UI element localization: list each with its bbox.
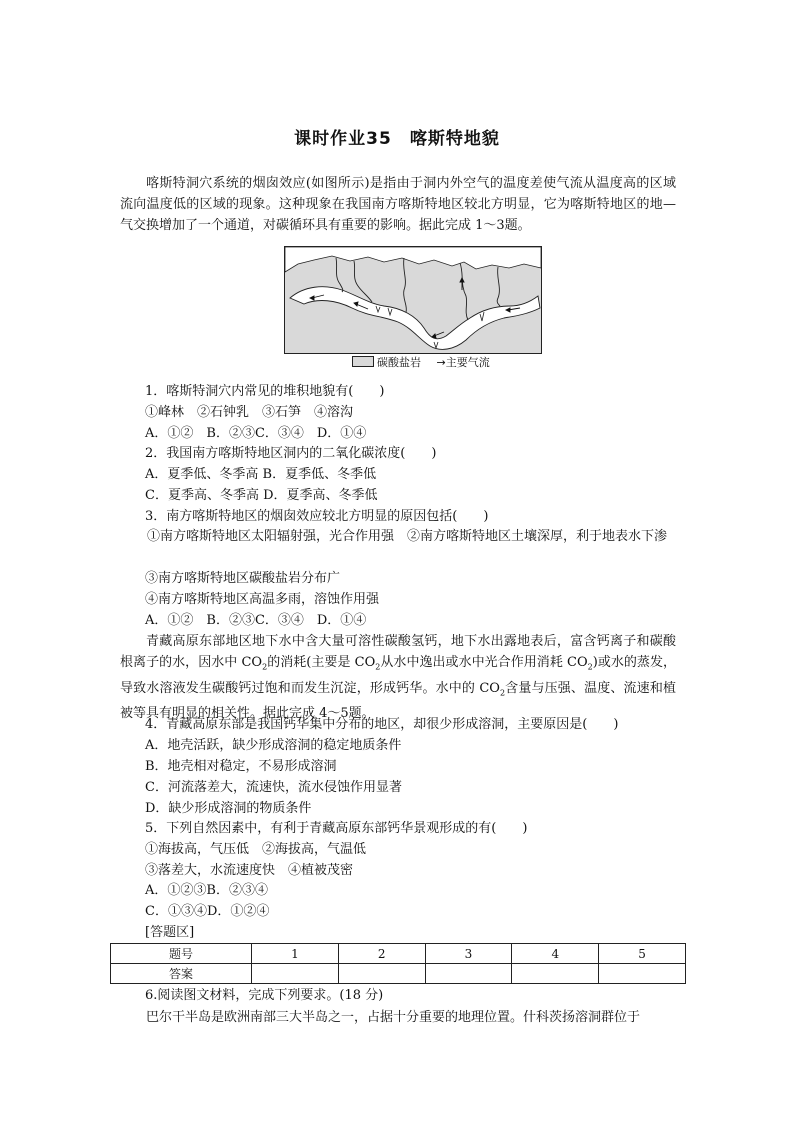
question-5-options-ab: A．①②③B．②③④ xyxy=(145,883,268,898)
question-4-option-d: D．缺少形成溶洞的物质条件 xyxy=(145,801,312,816)
question-3-stem: 3．南方喀斯特地区的烟囱效应较北方明显的原因包括( ) xyxy=(145,509,489,524)
answer-cell[interactable] xyxy=(338,964,425,984)
question-4-stem: 4．青藏高原东部是我国钙华集中分布的地区，却很少形成溶洞，主要原因是( ) xyxy=(145,717,619,732)
answer-cell[interactable] xyxy=(599,964,686,984)
legend-flow-label: 主要气流 xyxy=(445,356,490,369)
question-number-cell: 2 xyxy=(338,944,425,964)
question-1-items: ①峰林 ②石钟乳 ③石笋 ④溶沟 xyxy=(145,405,354,420)
answer-cell[interactable] xyxy=(252,964,339,984)
passage-4-5-part-3: 从水中逸出或水中光合作用消耗 CO xyxy=(380,655,588,670)
question-5-items-3-4: ③落差大，水流速度快 ④植被茂密 xyxy=(145,863,354,878)
passage-4-5 xyxy=(120,631,676,724)
question-5-options-cd: C．①③④D．①②④ xyxy=(145,904,270,919)
question-4-option-a: A．地壳活跃，缺少形成溶洞的稳定地质条件 xyxy=(145,738,402,753)
answer-table xyxy=(110,943,686,984)
question-3-options: A．①② B．②③C．③④ D．①④ xyxy=(145,613,367,628)
co2-subscript: 2 xyxy=(499,688,506,698)
answer-header: 答案 xyxy=(111,964,252,984)
answer-cell[interactable] xyxy=(512,964,599,984)
passage-4-5-part-2: 的消耗(主要是 CO xyxy=(267,655,376,670)
passage-4-5-part-5: 含量与压强、温度、流速和植被等具有明显的相关性。据此完成 4～5题。 xyxy=(120,680,676,722)
figure-legend xyxy=(352,354,490,370)
question-1-options: A．①② B．②③C．③④ D．①④ xyxy=(145,426,367,441)
question-1-stem: 1．喀斯特洞穴内常见的堆积地貌有( ) xyxy=(145,384,385,399)
cave-chimney-effect-diagram xyxy=(284,246,542,354)
co2-subscript: 2 xyxy=(587,662,593,672)
passage-1-3: 喀斯特洞穴系统的烟囱效应(如图所示)是指由于洞内外空气的温度差使气流从温度高的区域流向温度低的区域的现象。这种现象在我国南方喀斯特地区较北方明显，它为喀斯特地区的地—气交换增加了一个通道，对碳循环具有重要的影响。据此完成 1～3题。 xyxy=(120,176,676,233)
question-number-cell: 4 xyxy=(512,944,599,964)
question-6-stem: 6.阅读图文材料，完成下列要求。(18 分) xyxy=(145,988,384,1003)
question-5-items-1-2: ①海拔高，气压低 ②海拔高，气温低 xyxy=(145,842,367,857)
answer-area-label: [答题区] xyxy=(145,925,195,940)
answer-cell[interactable] xyxy=(425,964,512,984)
question-number-cell: 3 xyxy=(425,944,512,964)
question-2-stem: 2．我国南方喀斯特地区洞内的二氧化碳浓度( ) xyxy=(145,446,437,461)
passage-4-5-part-4: )或水的蒸发，导致水溶液发生碳酸钙过饱和而发生沉淀，形成钙华。水中的 CO xyxy=(120,655,676,696)
page-title: 课时作业35 喀斯特地貌 xyxy=(294,129,500,149)
co2-subscript: 2 xyxy=(262,662,268,672)
co2-subscript: 2 xyxy=(375,662,381,672)
question-4-option-c: C．河流落差大，流速快，流水侵蚀作用显著 xyxy=(145,780,402,795)
carbonate-rock-swatch xyxy=(352,356,374,367)
question-3-items-1-2 xyxy=(120,526,680,547)
question-6-text: 巴尔干半岛是欧洲南部三大半岛之一，占据十分重要的地理位置。什科茨扬溶洞群位于 xyxy=(146,1010,641,1025)
question-3-item-4: ④南方喀斯特地区高温多雨，溶蚀作用强 xyxy=(145,592,380,607)
table-row xyxy=(111,944,686,964)
question-4-option-b: B．地壳相对稳定，不易形成溶洞 xyxy=(145,759,337,774)
question-3-items-text: ①南方喀斯特地区太阳辐射强，光合作用强 ②南方喀斯特地区土壤深厚，利于地表水下渗 xyxy=(147,529,668,544)
question-number-cell: 1 xyxy=(252,944,339,964)
question-2-options-cd: C．夏季高、冬季高 D．夏季高、冬季低 xyxy=(145,488,378,503)
legend-rock-label: 碳酸盐岩 xyxy=(377,356,421,369)
question-number-header: 题号 xyxy=(111,944,252,964)
question-3-item-3: ③南方喀斯特地区碳酸盐岩分布广 xyxy=(145,571,341,586)
question-2-options-ab: A．夏季低、冬季高 B．夏季低、冬季低 xyxy=(145,467,377,482)
question-5-stem: 5．下列自然因素中，有利于青藏高原东部钙华景观形成的有( ) xyxy=(145,821,528,836)
table-row xyxy=(111,964,686,984)
arrow-icon: → xyxy=(436,356,446,369)
question-number-cell: 5 xyxy=(599,944,686,964)
passage-4-5-part-1: 青藏高原东部地区地下水中含大量可溶性碳酸氢钙，地下水出露地表后，富含钙离子和碳酸根离子的水，因水中 CO xyxy=(120,634,676,670)
